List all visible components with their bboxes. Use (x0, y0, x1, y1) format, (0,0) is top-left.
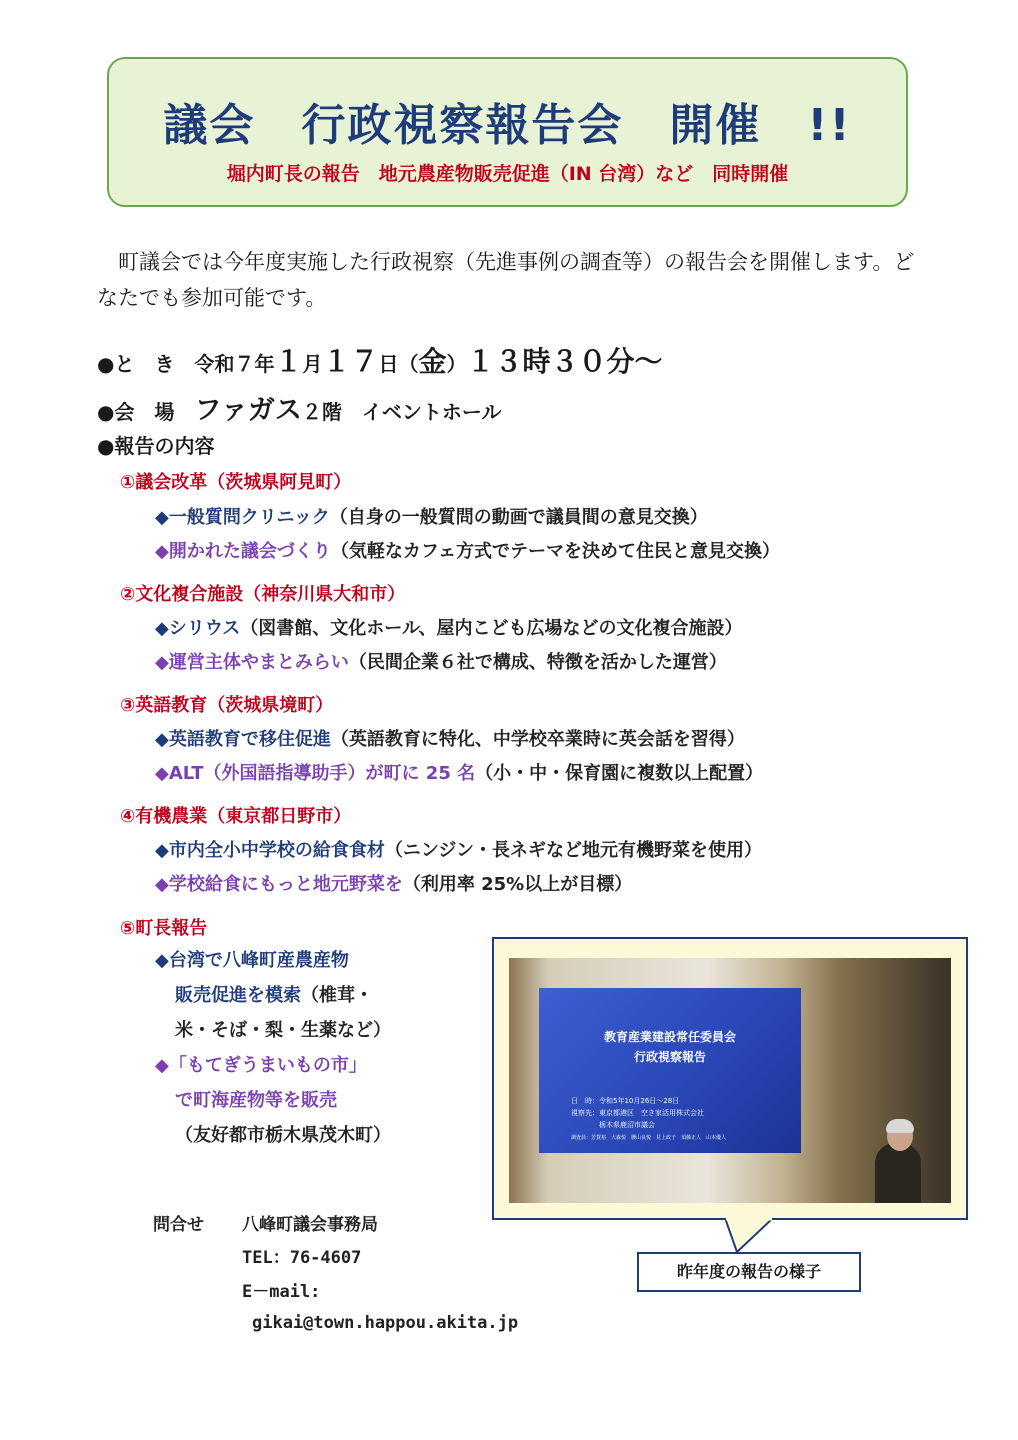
event-date-row (97, 340, 663, 380)
item-note: （民間企業６社で構成、特徴を活かした運営） (348, 652, 727, 673)
item-lead: ◆運営主体やまとみらい (155, 652, 349, 673)
item-lead: ◆シリウス (155, 618, 241, 639)
screen-title-1: 教育産業建設常任委員会 (603, 1030, 736, 1044)
item-note: （ニンジン・長ネギなど地元有機野菜を使用） (384, 840, 762, 861)
section-3-item-1 (155, 725, 745, 751)
venue-name: ファガス (194, 395, 302, 426)
page-title: 議会 行政視察報告会 開催 !! (163, 100, 852, 151)
section-heading-1: ①議会改革（茨城県阿見町） (120, 472, 352, 493)
date-label: ●と き 令和７年 (97, 352, 275, 376)
event-venue-row (97, 388, 502, 427)
section-4-item-2 (155, 870, 632, 896)
contact-email[interactable]: gikai@town.happou.akita.jp (252, 1313, 519, 1333)
item-note: （英語教育に特化、中学校卒業時に英会話を習得） (330, 729, 745, 750)
item-note: （小・中・保育園に複数以上配置） (475, 763, 764, 784)
header-banner (107, 57, 908, 207)
screen-line-4: 調査員：芳賀裕 大森悦 腰山良悦 見上政子 須藤正人 山本優人 (571, 1135, 727, 1141)
item-note: （気軽なカフェ方式でテーマを決めて住民と意見交換） (330, 541, 780, 562)
date-day-unit: 日（ (378, 352, 419, 376)
venue-label: ●会 場 (97, 400, 195, 424)
callout-pointer (725, 1218, 785, 1254)
section-4-item-1 (155, 836, 762, 862)
photo-caption: 昨年度の報告の様子 (637, 1252, 861, 1292)
section-heading-3: ③英語教育（茨城県境町） (120, 695, 334, 716)
date-month: １ (274, 345, 303, 378)
section-heading-5: ⑤町長報告 (120, 918, 208, 939)
page-subtitle: 堀内町長の報告 地元農産物販売促進（IN 台湾）など 同時開催 (226, 163, 789, 185)
item-lead-2: 販売促進を模索 (175, 985, 301, 1006)
screen-line-2: 視察先：東京都港区 空き家活用株式会社 (571, 1109, 704, 1117)
speaker-body (875, 1143, 921, 1203)
item-lead: ◆学校給食にもっと地元野菜を (155, 874, 403, 895)
report-meeting-photo (509, 958, 951, 1203)
item-lead: ◆「もてぎうまいもの市」 (155, 1055, 367, 1076)
date-day: １７ (322, 345, 379, 378)
item-lead: ◆開かれた議会づくり (155, 541, 331, 562)
item-note: （自身の一般質問の動画で議員間の意見交換） (329, 507, 708, 528)
date-weekday: 金 (418, 345, 447, 378)
item-note: （利用率 25%以上が目標） (402, 874, 633, 895)
event-time: １３時３０分～ (466, 345, 663, 378)
section-5-item-1 (155, 943, 391, 1048)
screen-line-3: 栃木県鹿沼市議会 (599, 1121, 655, 1129)
section-1-item-1 (155, 503, 708, 529)
item-note-2: 米・そば・梨・生薬など） (175, 1020, 391, 1041)
item-lead-2: で町海産物等を販売 (175, 1090, 337, 1111)
item-note: （図書館、文化ホール、屋内こども広場などの文化複合施設） (240, 618, 743, 639)
section-3-item-2 (155, 759, 763, 785)
report-content-label: ●報告の内容 (97, 434, 215, 458)
section-5-item-2 (155, 1048, 391, 1153)
screen-line-1: 日 時：令和5年10月26日～28日 (571, 1097, 680, 1105)
projector-screen (539, 988, 801, 1153)
item-lead: ◆台湾で八峰町産農産物 (155, 950, 349, 971)
item-lead: ◆市内全小中学校の給食食材 (155, 840, 385, 861)
section-heading-2: ②文化複合施設（神奈川県大和市） (120, 584, 406, 605)
contact-org: 八峰町議会事務局 (242, 1215, 378, 1235)
item-lead: ◆ALT（外国語指導助手）が町に 25 名 (155, 763, 476, 784)
section-2-item-2 (155, 648, 727, 674)
date-close: ） (446, 352, 467, 376)
item-note: （友好都市栃木県茂木町） (175, 1125, 391, 1146)
photo-frame (492, 937, 968, 1220)
date-month-unit: 月 (302, 352, 323, 376)
item-lead: ◆英語教育で移住促進 (155, 729, 331, 750)
venue-floor: ２階 イベントホール (301, 400, 502, 424)
intro-text: 町議会では今年度実施した行政視察（先進事例の調査等）の報告会を開催します。どなたでも参加可能です。 (97, 250, 915, 310)
item-note: （椎茸・ (301, 985, 373, 1006)
screen-title-2: 行政視察報告 (633, 1050, 706, 1064)
contact-tel: TEL：76-4607 (242, 1248, 362, 1268)
contact-email-label: E－mail: (242, 1282, 321, 1302)
section-heading-4: ④有機農業（東京都日野市） (120, 806, 352, 827)
section-2-item-1 (155, 614, 743, 640)
item-lead: ◆一般質問クリニック (155, 507, 330, 528)
speaker-hair (886, 1119, 914, 1133)
section-1-item-2 (155, 537, 780, 563)
contact-label: 問合せ (153, 1215, 204, 1235)
